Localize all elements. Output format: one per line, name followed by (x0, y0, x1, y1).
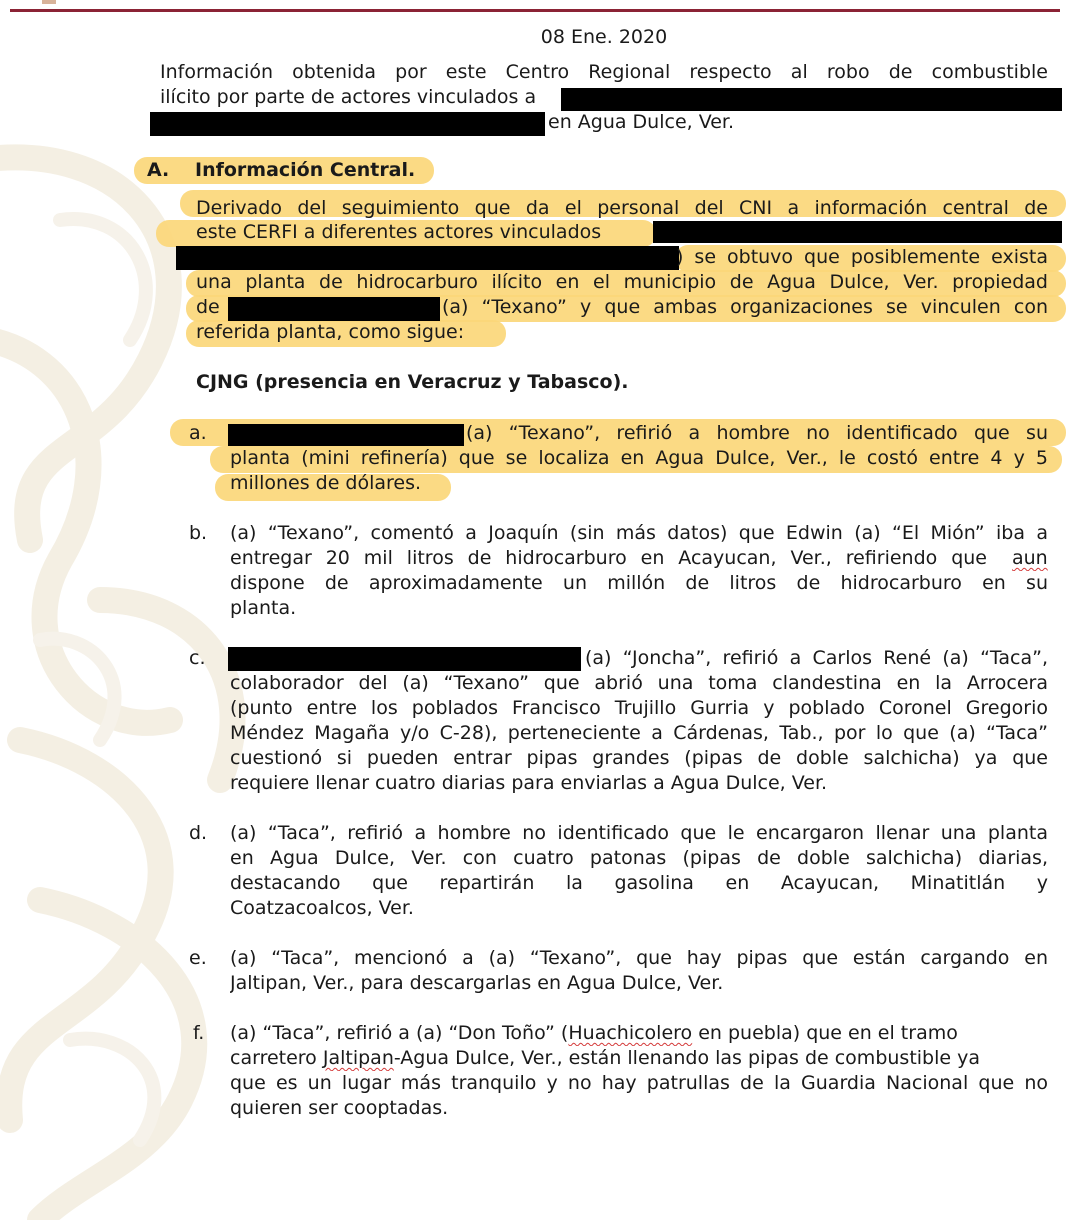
item-b-line-2-end: aun (1012, 547, 1048, 569)
item-a-line-3: millones de dólares. (230, 472, 422, 494)
item-c-line-3: (punto entre los poblados Francisco Trujillo Gurria y poblado Coronel Gregorio (230, 697, 1048, 719)
item-c-line-4: Méndez Magaña y/o C-28), perteneciente a Cárdenas, Tab., por lo que (a) “Taca” (230, 722, 1048, 744)
section-a-line-4: una planta de hidrocarburo ilícito en el municipio de Agua Dulce, Ver. propiedad (196, 271, 1048, 293)
item-f-line-4: quieren ser cooptadas. (230, 1097, 449, 1119)
redaction-box (653, 221, 1062, 243)
item-letter-e: e. (189, 947, 207, 969)
item-e-line-1: (a) “Taca”, mencionó a (a) “Texano”, que hay pipas que están cargando en (230, 947, 1048, 969)
section-letter: A. (147, 159, 170, 181)
item-b-line-3: dispone de aproximadamente un millón de litros de hidrocarburo en su (230, 572, 1048, 594)
item-c-line-1: (a) “Joncha”, refirió a Carlos René (a) “Taca”, (585, 647, 1048, 669)
item-e-line-2: Jaltipan, Ver., para descargarlas en Agua Dulce, Ver. (230, 972, 724, 994)
item-c-line-2: colaborador del (a) “Texano” que abrió una toma clandestina en la Arrocera (230, 672, 1048, 694)
subheading: CJNG (presencia en Veracruz y Tabasco). (196, 371, 629, 393)
intro-line-2: ilícito por parte de actores vinculados a (160, 86, 537, 108)
item-a-line-2: planta (mini refinería) que se localiza en Agua Dulce, Ver., le costó entre 4 y 5 (230, 447, 1048, 469)
item-a-line-1: (a) “Texano”, refirió a hombre no identificado que su (466, 422, 1048, 444)
item-b-line-4: planta. (230, 597, 297, 619)
header-rule (10, 9, 1060, 12)
item-f-line-1: (a) “Taca”, refirió a (a) “Don Toño” (Huachicolero en puebla) que en el tramo (230, 1022, 958, 1044)
intro-line-3: en Agua Dulce, Ver. (548, 111, 735, 133)
item-d-line-3: destacando que repartirán la gasolina en Acayucan, Minatitlán y (230, 872, 1048, 894)
section-a-line-1: Derivado del seguimiento que da el personal del CNI a información central de (196, 197, 1048, 219)
item-letter-f: f. (193, 1022, 205, 1044)
document-date: 08 Ene. 2020 (540, 26, 668, 48)
item-d-line-2: en Agua Dulce, Ver. con cuatro patonas (pipas de doble salchicha) diarias, (230, 847, 1048, 869)
redaction-box (561, 88, 1062, 111)
section-a-line-3: ) se obtuvo que posiblemente exista (676, 246, 1048, 268)
section-title: Información Central. (195, 159, 416, 181)
item-d-line-4: Coatzacoalcos, Ver. (230, 897, 414, 919)
item-d-line-1: (a) “Taca”, refirió a hombre no identificado que le encargaron llenar una planta (230, 822, 1048, 844)
redaction-box (176, 246, 679, 270)
section-a-line-2: este CERFI a diferentes actores vinculados (196, 221, 602, 243)
redaction-box (228, 647, 581, 671)
item-c-line-6: requiere llenar cuatro diarias para enviarlas a Agua Dulce, Ver. (230, 772, 828, 794)
item-c-line-5: cuestionó si pueden entrar pipas grandes (pipas de doble salchicha) ya que (230, 747, 1048, 769)
section-a-line-5b: (a) “Texano” y que ambas organizaciones se vinculen con (442, 296, 1048, 318)
section-a-line-6: referida planta, como sigue: (196, 321, 465, 343)
redaction-box (150, 112, 545, 136)
redaction-box (228, 424, 464, 446)
item-b-line-1: (a) “Texano”, comentó a Joaquín (sin más datos) que Edwin (a) “El Mión” iba a (230, 522, 1048, 544)
item-letter-d: d. (189, 822, 208, 844)
item-b-line-2: entregar 20 mil litros de hidrocarburo en Acayucan, Ver., refiriendo que (230, 547, 987, 569)
redaction-box (228, 297, 440, 321)
item-letter-c: c. (189, 647, 206, 669)
header-mark (42, 0, 56, 4)
item-f-line-3: que es un lugar más tranquilo y no hay patrullas de la Guardia Nacional que no (230, 1072, 1048, 1094)
section-a-line-5a: de (196, 296, 220, 318)
intro-line-1: Información obtenida por este Centro Regional respecto al robo de combustible (160, 61, 1048, 83)
item-f-line-2: carretero Jaltipan-Agua Dulce, Ver., están llenando las pipas de combustible ya (230, 1047, 981, 1069)
item-letter-b: b. (189, 522, 208, 544)
item-letter-a: a. (189, 422, 207, 444)
